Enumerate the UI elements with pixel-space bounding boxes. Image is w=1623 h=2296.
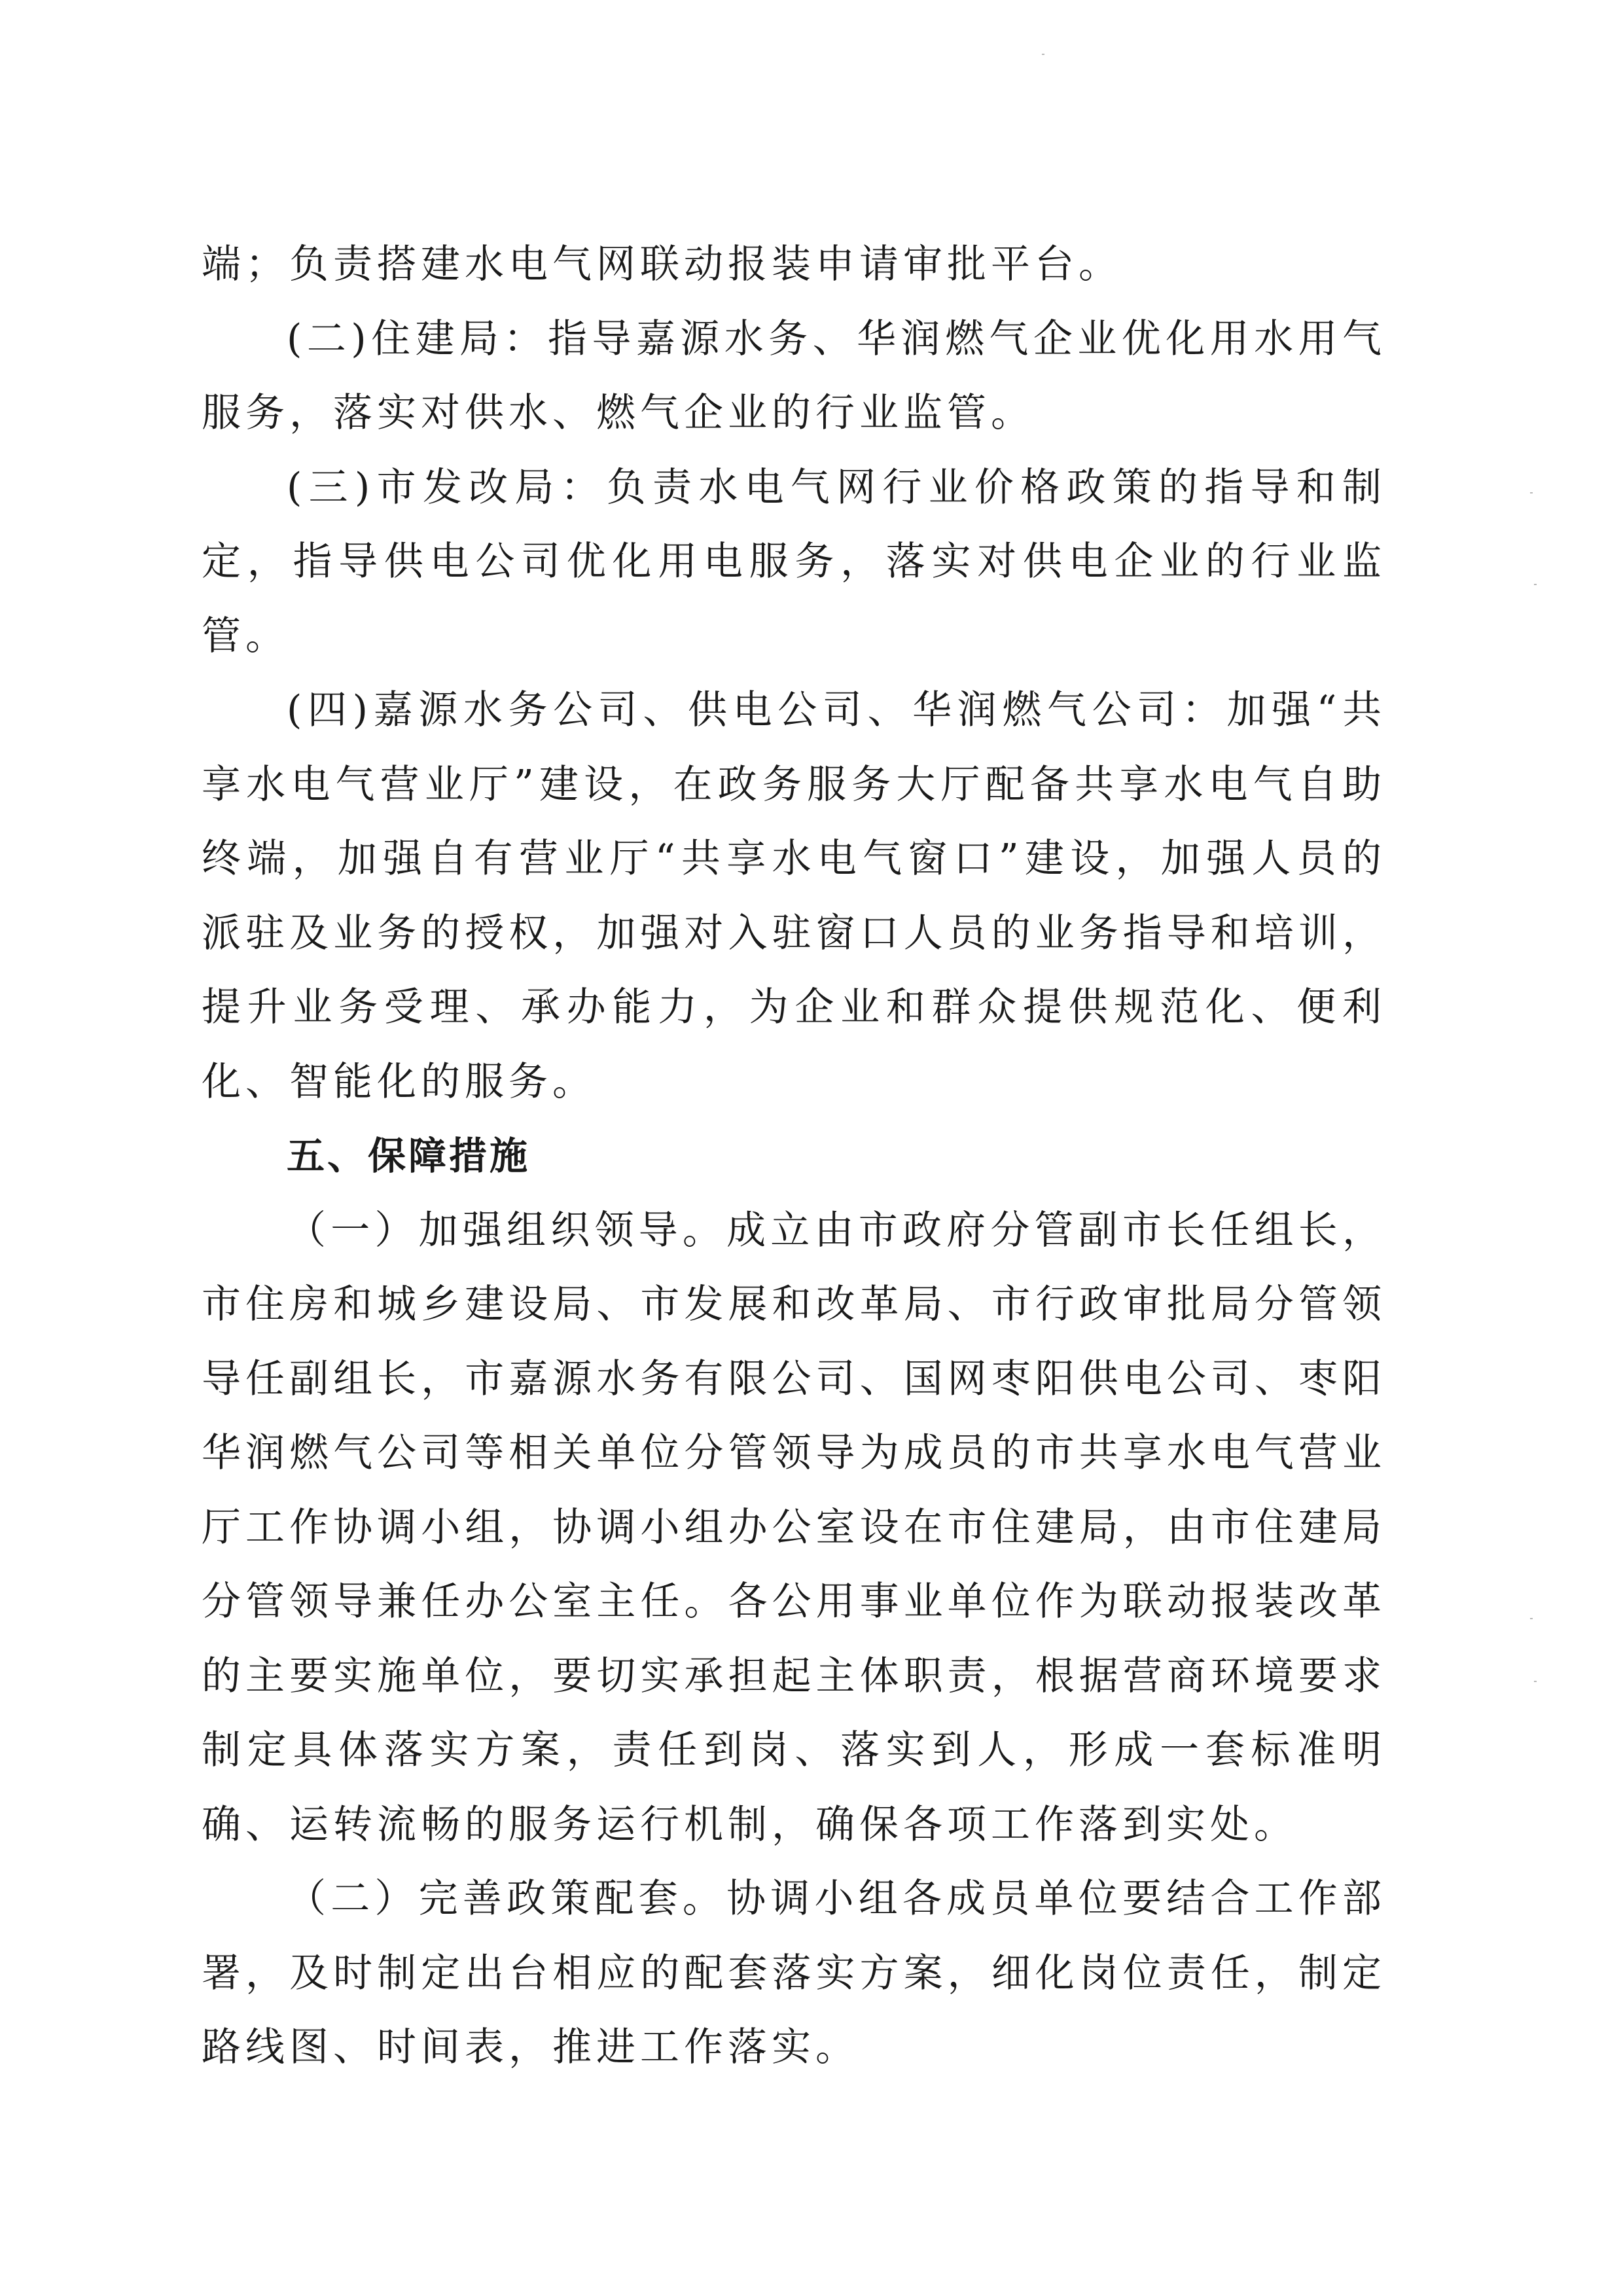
scan-speck (1534, 584, 1537, 585)
paragraph-organizational-leadership: （一）加强组织领导。成立由市政府分管副市长任组长，市住房和城乡建设局、市发展和改革局、市行政审批局分管领导任副组长，市嘉源水务有限公司、国网枣阳供电公司、枣阳华润燃气公司等相关单位分管领导为成员的市共享水电气营业厅工作协调小组，协调小组办公室设在市住建局，由市住建局分管领导兼任办公室主任。各公用事业单位作为联动报装改革的主要实施单位，要切实承担起主体职责，根据营商环境要求制定具体落实方案，责任到岗、落实到人，形成一套标准明确、运转流畅的服务运行机制，确保各项工作落到实处。 (202, 1207, 1386, 1848)
scan-speck (1042, 54, 1044, 55)
paragraph-policy-support: （二）完善政策配套。协调小组各成员单位要结合工作部署，及时制定出台相应的配套落实方案，细化岗位责任，制定路线图、时间表，推进工作落实。 (202, 1876, 1386, 2070)
scan-speck (1530, 1618, 1533, 1619)
paragraph-development-reform-bureau: (三)市发改局：负责水电气网行业价格政策的指导和制定，指导供电公司优化用电服务，落实对供电企业的行业监管。 (202, 464, 1386, 659)
document-body (202, 228, 1386, 2085)
paragraph-housing-bureau: (二)住建局：指导嘉源水务、华润燃气企业优化用水用气服务，落实对供水、燃气企业的行业监管。 (202, 315, 1386, 436)
section-heading-safeguards: 五、保障措施 (287, 1134, 531, 1178)
scan-speck (1530, 492, 1533, 493)
scan-speck (1534, 1681, 1537, 1682)
paragraph-platform-duty: 端；负责搭建水电气网联动报装申请审批平台。 (202, 242, 1122, 287)
paragraph-utility-companies: (四)嘉源水务公司、供电公司、华润燃气公司：加强“共享水电气营业厅”建设，在政务服务大厅配备共享水电气自助终端，加强自有营业厅“共享水电气窗口”建设，加强人员的派驻及业务的授权，加强对入驻窗口人员的业务指导和培训，提升业务受理、承办能力，为企业和群众提供规范化、便利化、智能化的服务。 (202, 687, 1386, 1105)
